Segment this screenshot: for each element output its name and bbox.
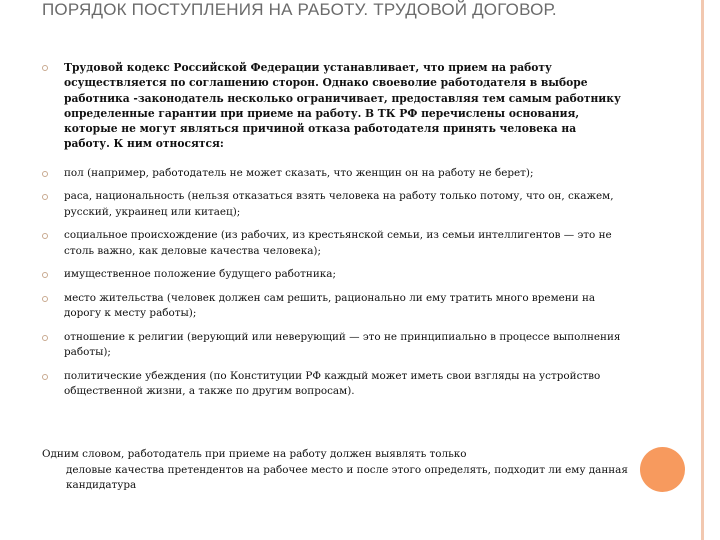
bullet-icon (42, 233, 48, 239)
summary-paragraph (42, 447, 632, 494)
list-item (40, 291, 625, 321)
bullet-icon (42, 65, 48, 71)
list-item-text: имущественное положение будущего работника; (64, 268, 336, 281)
list-item (40, 369, 625, 399)
bullet-icon (42, 171, 48, 177)
bullet-icon (42, 272, 48, 278)
bullet-icon (42, 335, 48, 341)
slide-title: ПОРЯДОК ПОСТУПЛЕНИЯ НА РАБОТУ. ТРУДОВОЙ ДОГОВОР. (42, 0, 557, 19)
list-item (40, 330, 625, 360)
list-item-text: политические убеждения (по Конституции РФ каждый может иметь свои взгляды на устройство общественной жизни, а также по другим вопросам). (64, 369, 601, 398)
bullet-icon (42, 296, 48, 302)
list-item (40, 267, 625, 282)
list-item-text: раса, национальность (нельзя отказаться взять человека на работу только потому, что он, скажем, русский, украинец или китаец); (64, 190, 614, 218)
summary-rest: деловые качества претендентов на рабочее место и после этого определять, подходит ли ему данная кандидатура (66, 463, 628, 491)
list-item-text: социальное происхождение (из рабочих, из крестьянской семьи, из семьи интеллигентов — это не столь важно, как деловые качества человека); (64, 229, 612, 257)
list-item-text: пол (например, работодатель не может сказать, что женщин он на работу не берет); (64, 166, 534, 179)
bullet-icon (42, 194, 48, 200)
list-item (40, 60, 625, 152)
list-item-text: Трудовой кодекс Российской Федерации устанавливает, что прием на работу осуществляется по соглашению сторон. Однако своеволие работодателя в выборе работника -законодатель несколько ограничивает, предоставляя тем самым работнику определенные гарантии при приеме на работу. В ТК РФ перечислены основания, которые не могут являться причиной отказа работодателя принять человека на работу. К ним относятся: (64, 61, 621, 151)
bullet-list (40, 60, 625, 408)
decorative-circle (640, 447, 685, 492)
list-item-text: место жительства (человек должен сам решить, рационально ли ему тратить много времени на дорогу к месту работы); (64, 292, 596, 320)
list-item (40, 189, 625, 219)
list-item-text: отношение к религии (верующий или неверующий — это не принципиально в процессе выполнения работы); (64, 330, 621, 359)
summary-first-line: Одним словом, работодатель при приеме на работу должен выявлять только (42, 448, 467, 460)
list-item (40, 166, 625, 181)
list-item (40, 228, 625, 258)
bullet-icon (42, 374, 48, 380)
